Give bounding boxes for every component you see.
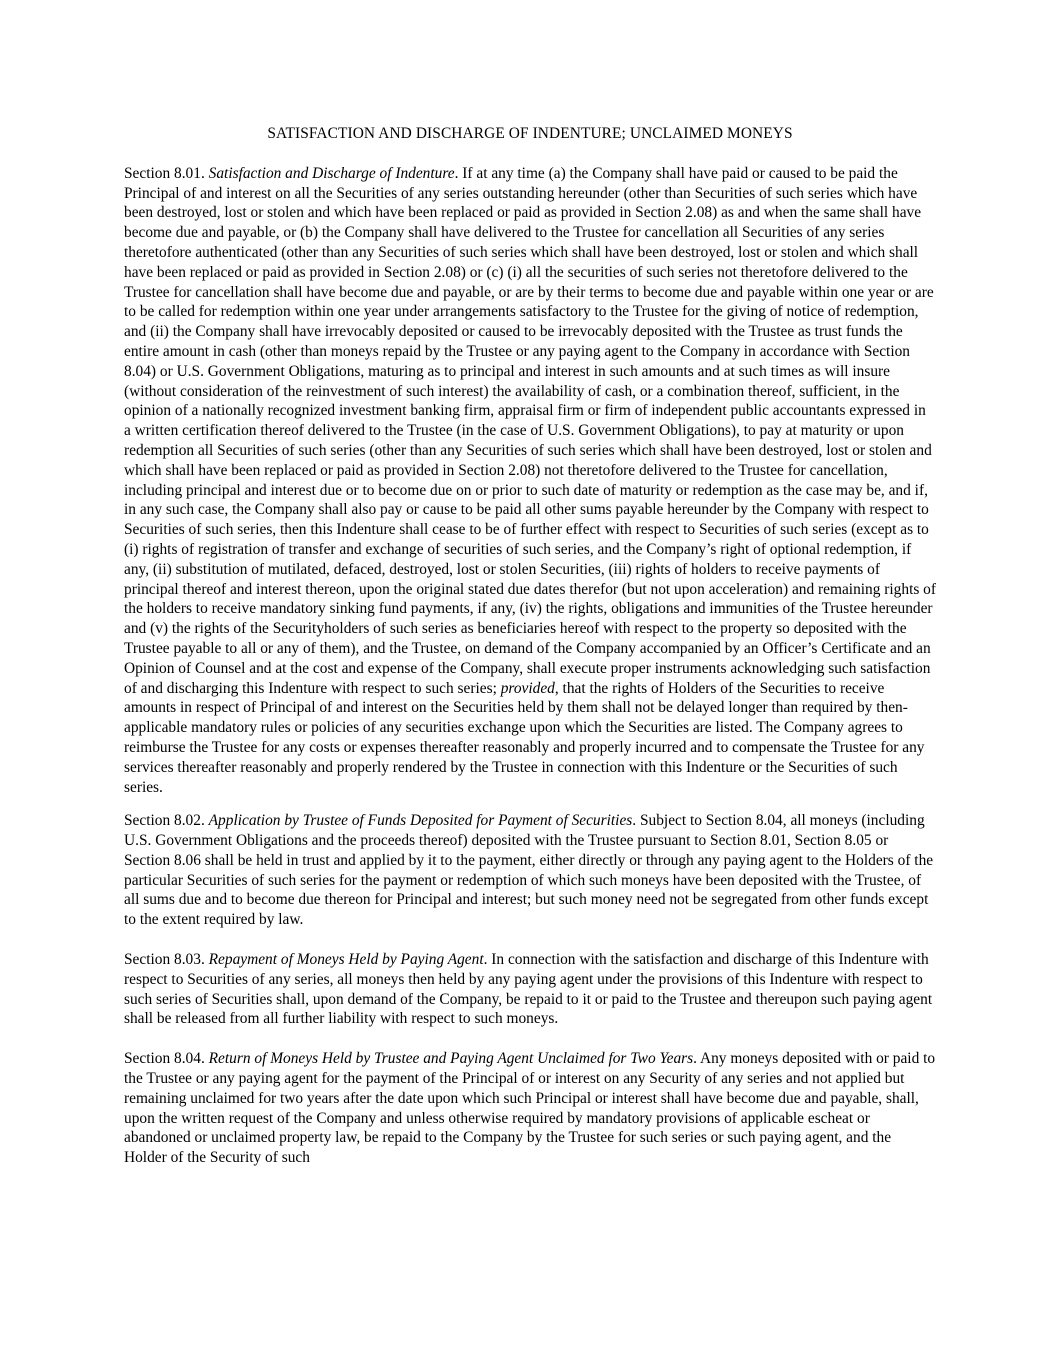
document-page: [124, 124, 936, 1182]
section-number: Section 8.02.: [124, 812, 209, 830]
section-title: Repayment of Moneys Held by Paying Agent: [208, 951, 484, 969]
section-8-03: [124, 950, 936, 1029]
section-emphasis: provided: [500, 679, 555, 697]
section-title: Return of Moneys Held by Trustee and Paying Agent Unclaimed for Two Years: [208, 1050, 694, 1068]
section-8-01: [124, 164, 936, 798]
section-body: . If at any time (a) the Company shall have paid or caused to be paid the Principal of and interest on all the Securities of any series outstanding hereunder (other than Securities of such series which have been destroyed, lost or stolen and which have been replaced or paid as provided in Section 2.08) as and when the same shall have become due and payable, or (b) the Company shall have delivered to the Trustee for cancellation all Securities of any series theretofore authenticated (other than any Securities of such series which shall have been destroyed, lost or stolen and which shall have been replaced or paid as provided in Section 2.08) or (c) (i) all the securities of such series not theretofore delivered to the Trustee for cancellation shall have become due and payable, or are by their terms to become due and payable within one year or are to be called for redemption within one year under arrangements satisfactory to the Trustee for the giving of notice of redemption, and (ii) the Company shall have irrevocably deposited or caused to be irrevocably deposited with the Trustee as trust funds the entire amount in cash (other than moneys repaid by the Trustee or any paying agent to the Company in accordance with Section 8.04) or U.S. Government Obligations, maturing as to principal and interest in such amounts and at such times as will insure (without consideration of the reinvestment of such interest) the availability of cash, or a combination thereof, sufficient, in the opinion of a nationally recognized investment banking firm, appraisal firm or firm of independent public accountants expressed in a written certification thereof delivered to the Trustee (in the case of U.S. Government Obligations), to pay at maturity or upon redemption all Securities of such series (other than any Securities of such series which shall have been destroyed, lost or stolen and which shall have been replaced or paid as provided in Section 2.08) not theretofore delivered to the Trustee for cancellation, including principal and interest due or to become due on or prior to such date of maturity or redemption as the case may be, and if, in any such case, the Company shall also pay or cause to be paid all other sums payable hereunder by the Company with respect to Securities of such series, then this Indenture shall cease to be of further effect with respect to Securities of such series (except as to (i) rights of registration of transfer and exchange of securities of such series, and the Company’s right of optional redemption, if any, (ii) substitution of mutilated, defaced, destroyed, lost or stolen Securities, (iii) rights of holders to receive payments of principal thereof and interest thereon, upon the original stated due dates therefor (but not upon acceleration) and remaining rights of the holders to receive mandatory sinking fund payments, if any, (iv) the rights, obligations and immunities of the Trustee hereunder and (v) the rights of the Securityholders of such series as beneficiaries hereof with respect to the property so deposited with the Trustee payable to all or any of them), and the Trustee, on demand of the Company accompanied by an Officer’s Certificate and an Opinion of Counsel and at the cost and expense of the Company, shall execute proper instruments acknowledging such satisfaction of and discharging this Indenture with respect to such series;: [124, 164, 936, 697]
section-body: . Subject to Section 8.04, all moneys (including U.S. Government Obligations and the proceeds thereof) deposited with the Trustee pursuant to Section 8.01, Section 8.05 or Section 8.06 shall be held in trust and applied by it to the payment, either directly or through any paying agent to the Holders of the particular Securities of such series for the payment or redemption of which such moneys have been deposited with the Trustee, of all sums due and to become due thereon for Principal and interest; but such money need not be segregated from other funds except to the extent required by law.: [124, 812, 934, 929]
section-number: Section 8.04.: [124, 1050, 209, 1068]
section-number: Section 8.01.: [124, 164, 209, 182]
section-number: Section 8.03.: [124, 951, 209, 969]
section-body: . In connection with the satisfaction and discharge of this Indenture with respect to Securities of any series, all moneys then held by any paying agent under the provisions of this Indenture with respect to such series of Securities shall, upon demand of the Company, be repaid to it or paid to the Trustee and thereupon such paying agent shall be released from all further liability with respect to such moneys.: [124, 951, 933, 1028]
section-title: Satisfaction and Discharge of Indenture: [208, 164, 455, 182]
article-heading: SATISFACTION AND DISCHARGE OF INDENTURE; UNCLAIMED MONEYS: [267, 125, 793, 142]
section-title: Application by Trustee of Funds Deposited for Payment of Securities: [208, 812, 633, 830]
section-8-04: [124, 1049, 936, 1168]
section-body: , that the rights of Holders of the Securities to receive amounts in respect of Principal of and interest on the Securities held by them shall not be delayed longer than required by then-applicable mandatory rules or policies of any securities exchange upon which the Securities are listed. The Company agrees to reimburse the Trustee for any costs or expenses thereafter reasonably and properly incurred and to compensate the Trustee for any services thereafter reasonably and properly rendered by the Trustee in connection with this Indenture or the Securities of such series.: [124, 679, 925, 796]
section-8-02: [124, 811, 936, 930]
section-body: . Any moneys deposited with or paid to the Trustee or any paying agent for the payment of the Principal of or interest on any Security of any series and not applied but remaining unclaimed for two years after the date upon which such Principal or interest shall have become due and payable, shall, upon the written request of the Company and unless otherwise required by mandatory provisions of applicable escheat or abandoned or unclaimed property law, be repaid to the Company by the Trustee for such series or such paying agent, and the Holder of the Security of such: [124, 1050, 936, 1167]
